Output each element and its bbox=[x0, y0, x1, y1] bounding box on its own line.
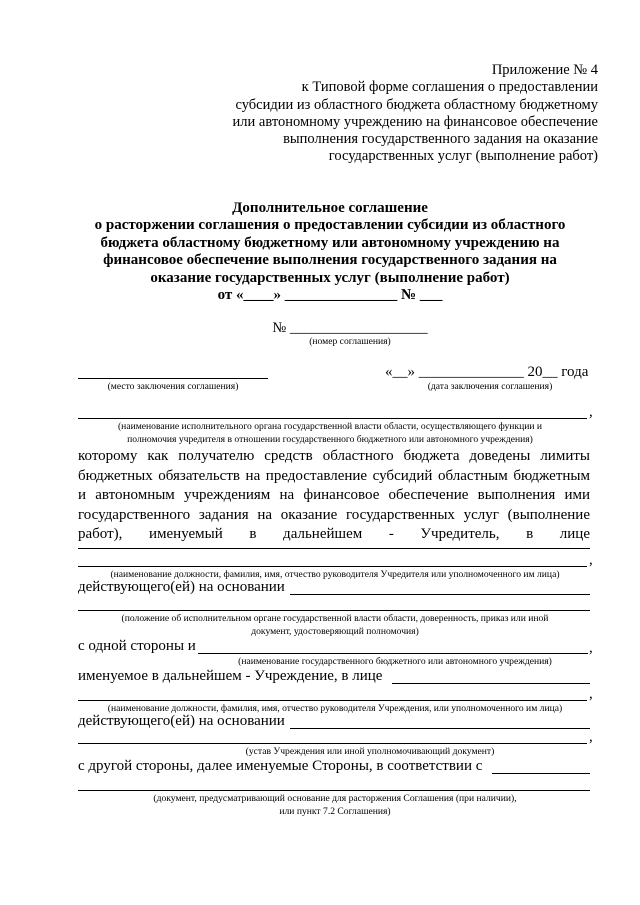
other-side-text: с другой стороны, далее именуемые Стороны, в соответствии с bbox=[78, 758, 483, 774]
agreement-number: № ___________________ bbox=[272, 320, 428, 336]
basis-doc-line-2 bbox=[78, 790, 590, 791]
place-line bbox=[78, 378, 268, 379]
appendix-line: или автономному учреждению на финансовое обеспечение bbox=[232, 113, 598, 130]
institution-basis-line-1 bbox=[290, 728, 590, 729]
paragraph-line: которому как получателю средств областного бюджета доведены лимиты bbox=[78, 448, 590, 464]
appendix-line: Приложение № 4 bbox=[491, 62, 598, 78]
institution-acting-basis: действующего(ей) на основании bbox=[78, 713, 285, 729]
institution-basis-line-2 bbox=[78, 743, 587, 744]
document-title bbox=[70, 200, 590, 304]
paragraph-line: и автономным учреждениям на финансовое обеспечение выполнения ими bbox=[78, 487, 590, 504]
appendix-line: субсидии из областного бюджета областному бюджетному bbox=[235, 96, 598, 113]
founder-caption-2: полномочия учредителя в отношении государственного бюджетного или автономного учреждения) bbox=[127, 434, 533, 445]
founder-acting-basis: действующего(ей) на основании bbox=[78, 579, 285, 595]
hereinafter-text: именуемое в дальнейшем - Учреждение, в лице bbox=[78, 668, 383, 684]
paragraph-line: государственного задания на оказание государственных услуг (выполнение bbox=[78, 506, 590, 523]
title-line: оказание государственных услуг (выполнение работ) bbox=[150, 269, 510, 286]
agreement-number-caption: (номер соглашения) bbox=[309, 336, 391, 347]
founder-paragraph bbox=[78, 447, 590, 545]
institution-basis-comma: , bbox=[589, 729, 593, 745]
title-line: бюджета областному бюджетному или автономному учреждению на bbox=[100, 234, 560, 251]
appendix-header bbox=[178, 62, 598, 166]
founder-head-caption: (наименование должности, фамилия, имя, отчество руководителя Учредителя или уполномоченного им лица) bbox=[110, 569, 560, 580]
founder-caption-1: (наименование исполнительного органа государственной власти области, осуществляющего функции и bbox=[117, 421, 543, 432]
basis-doc-caption-1: (документ, предусматривающий основание для расторжения Соглашения (при наличии), bbox=[153, 793, 517, 804]
institution-name-line bbox=[198, 653, 588, 654]
paragraph-line: работ), именуемый в дальнейшем - Учредитель, в лице bbox=[78, 526, 590, 543]
title-line: о расторжении соглашения о предоставлении субсидии из областного bbox=[94, 217, 566, 234]
founder-head-line-2 bbox=[78, 566, 587, 567]
title-line: от «____» _______________ № ___ bbox=[217, 287, 443, 304]
institution-head-caption: (наименование должности, фамилия, имя, отчество руководителя Учреждения, или уполномоченного им лица) bbox=[107, 703, 563, 714]
founder-head-line-1 bbox=[78, 548, 590, 549]
founder-basis-caption-2: документ, удостоверяющий полномочия) bbox=[251, 626, 419, 637]
founder-basis-line-2 bbox=[78, 610, 590, 611]
founder-head-comma: , bbox=[589, 552, 593, 568]
one-side-text: с одной стороны и bbox=[78, 638, 196, 654]
appendix-line: к Типовой форме соглашения о предоставлении bbox=[301, 79, 598, 96]
founder-line-comma: , bbox=[589, 404, 593, 420]
institution-head-comma: , bbox=[589, 686, 593, 702]
basis-doc-line-1 bbox=[492, 773, 590, 774]
institution-name-comma: , bbox=[589, 640, 593, 656]
institution-head-line-1 bbox=[392, 683, 590, 684]
date-caption: (дата заключения соглашения) bbox=[427, 381, 553, 392]
appendix-line: выполнения государственного задания на оказание bbox=[283, 131, 598, 148]
founder-basis-line-1 bbox=[290, 594, 590, 595]
founder-name-line bbox=[78, 418, 587, 419]
title-line: Дополнительное соглашение bbox=[232, 200, 428, 216]
institution-head-line-2 bbox=[78, 700, 587, 701]
paragraph-line: бюджетных обязательств на предоставление субсидий областным бюджетным bbox=[78, 467, 590, 484]
date-field: «__» ______________ 20__ года bbox=[385, 364, 589, 380]
charter-caption: (устав Учреждения или иной уполномочивающий документ) bbox=[245, 746, 495, 757]
institution-name-caption: (наименование государственного бюджетного или автономного учреждения) bbox=[238, 656, 552, 667]
founder-basis-caption-1: (положение об исполнительном органе государственной власти области, доверенность, приказ или иной bbox=[121, 613, 549, 624]
place-caption: (место заключения соглашения) bbox=[107, 381, 239, 392]
basis-doc-caption-2: или пункт 7.2 Соглашения) bbox=[279, 806, 391, 817]
title-line: финансовое обеспечение выполнения государственного задания на bbox=[103, 252, 557, 269]
appendix-line: государственных услуг (выполнение работ) bbox=[328, 148, 598, 165]
